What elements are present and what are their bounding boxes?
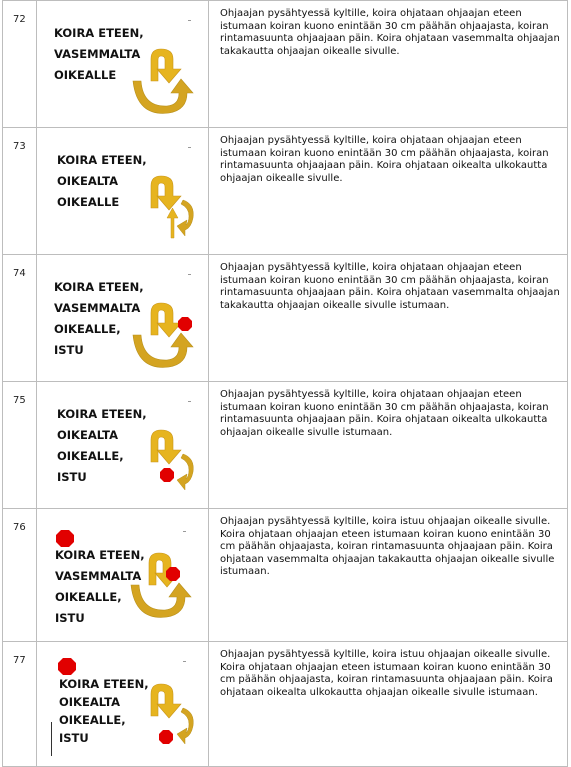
description-cell — [208, 382, 568, 509]
sign-description: Ohjaajan pysähtyessä kyltille, koira ohjataan ohjaajan eteen istumaan koiran kuono enintään 30 cm päähän ohjaajasta, koiran rintamasuunta ohjaajaan päin. Koira ohjataan vasemmalta ohjaajan takakautta ohjaajan oikealle sivulle. — [220, 8, 560, 57]
sign-number: 76 — [13, 522, 26, 533]
description-cell — [208, 509, 568, 642]
stop-sign-icon — [159, 730, 173, 744]
number-cell — [2, 128, 36, 255]
u-turn-arrow-icon — [129, 45, 201, 121]
number-cell — [2, 509, 36, 642]
table-row — [2, 381, 568, 509]
description-cell — [208, 255, 568, 382]
sign-description: Ohjaajan pysähtyessä kyltille, koira ohjataan ohjaajan eteen istumaan koiran kuono enintään 30 cm päähän ohjaajasta, koiran rintamasuunta ohjaajaan päin. Koira ohjataan oikealta ulkokautta ohjaajan oikealle sivulle istumaan. — [220, 389, 549, 438]
sign-cell — [36, 255, 208, 382]
sign-number: 74 — [13, 268, 26, 279]
u-turn-arrow-icon — [129, 680, 201, 752]
sign-mark — [183, 531, 186, 532]
sign-label: KOIRA ETEEN, OIKEALTA OIKEALLE, ISTU — [57, 407, 147, 484]
stop-sign-icon — [166, 567, 180, 581]
number-cell — [2, 255, 36, 382]
sign-label: KOIRA ETEEN, VASEMMALTA OIKEALLE, ISTU — [54, 280, 144, 357]
loop-arrow-icon — [133, 333, 193, 367]
loop-arrow-icon — [177, 200, 193, 236]
sign-description: Ohjaajan pysähtyessä kyltille, koira ohjataan ohjaajan eteen istumaan koiran kuono enintään 30 cm päähän ohjaajasta, koiran rintamasuunta ohjaajaan päin. Koira ohjataan vasemmalta ohjaajan takakautta ohjaajan oikealle sivulle istumaan. — [220, 262, 560, 311]
number-cell — [2, 642, 36, 766]
sign-label: KOIRA ETEEN, OIKEALTA OIKEALLE — [57, 153, 147, 209]
sign-number: 77 — [13, 655, 26, 666]
up-arrow-icon — [167, 208, 178, 238]
sign-number: 72 — [13, 14, 26, 25]
sign-mark — [188, 274, 191, 275]
description-cell — [208, 128, 568, 255]
table-row — [2, 127, 568, 255]
sign-cell — [36, 128, 208, 255]
sign-label: KOIRA ETEEN, VASEMMALTA OIKEALLE — [54, 26, 144, 82]
sign-description: Ohjaajan pysähtyessä kyltille, koira ohjataan ohjaajan eteen istumaan koiran kuono enintään 30 cm päähän ohjaajasta, koiran rintamasuunta ohjaajaan päin. Koira ohjataan oikealta ulkokautta ohjaajan oikealle sivulle. — [220, 135, 549, 184]
loop-arrow-icon — [177, 454, 193, 490]
stop-sign-icon — [57, 657, 79, 677]
table-row — [2, 641, 568, 767]
sign-label: KOIRA ETEEN, OIKEALTA OIKEALLE, ISTU — [59, 677, 149, 745]
description-cell — [208, 1, 568, 128]
sign-mark — [188, 401, 191, 402]
u-turn-arrow-icon — [129, 299, 201, 375]
sign-cell — [36, 509, 208, 642]
u-turn-arrow-icon — [129, 426, 201, 498]
sign-description: Ohjaajan pysähtyessä kyltille, koira istuu ohjaajan oikealle sivulle. Koira ohjataan ohjaajan eteen istumaan koiran kuono enintään 30 cm päähän ohjaajasta, koiran rintamasuunta ohjaajaan päin. Koira ohjataan oikealta ulkokautta ohjaajan oikealle sivulle istumaan. — [220, 649, 553, 698]
number-cell — [2, 382, 36, 509]
margin-line — [51, 722, 52, 756]
number-cell — [2, 1, 36, 128]
sign-number: 73 — [13, 141, 26, 152]
sign-mark — [183, 661, 186, 662]
stop-sign-icon — [160, 468, 174, 482]
sign-number: 75 — [13, 395, 26, 406]
loop-arrow-icon — [177, 708, 193, 744]
sign-mark — [188, 20, 191, 21]
sign-cell — [36, 382, 208, 509]
loop-arrow-icon — [131, 583, 191, 617]
u-turn-arrow-icon — [127, 549, 199, 625]
sign-cell — [36, 1, 208, 128]
sign-description: Ohjaajan pysähtyessä kyltille, koira istuu ohjaajan oikealle sivulle. Koira ohjataan ohjaajan eteen istumaan koiran kuono enintään 30 cm päähän ohjaajasta, koiran rintamasuunta ohjaajaan päin. Koira ohjataan vasemmalta ohjaajan takakautta ohjaajan oikealle sivulle istumaan. — [220, 516, 555, 578]
table-row — [2, 254, 568, 382]
table-row — [2, 0, 568, 128]
u-turn-arrow-icon — [129, 172, 201, 242]
stop-sign-icon — [178, 317, 192, 331]
table-row — [2, 508, 568, 642]
description-cell — [208, 642, 568, 766]
sign-mark — [188, 147, 191, 148]
sign-cell — [36, 642, 208, 766]
loop-arrow-icon — [133, 79, 193, 113]
sign-label: KOIRA ETEEN, VASEMMALTA OIKEALLE, ISTU — [55, 548, 145, 625]
